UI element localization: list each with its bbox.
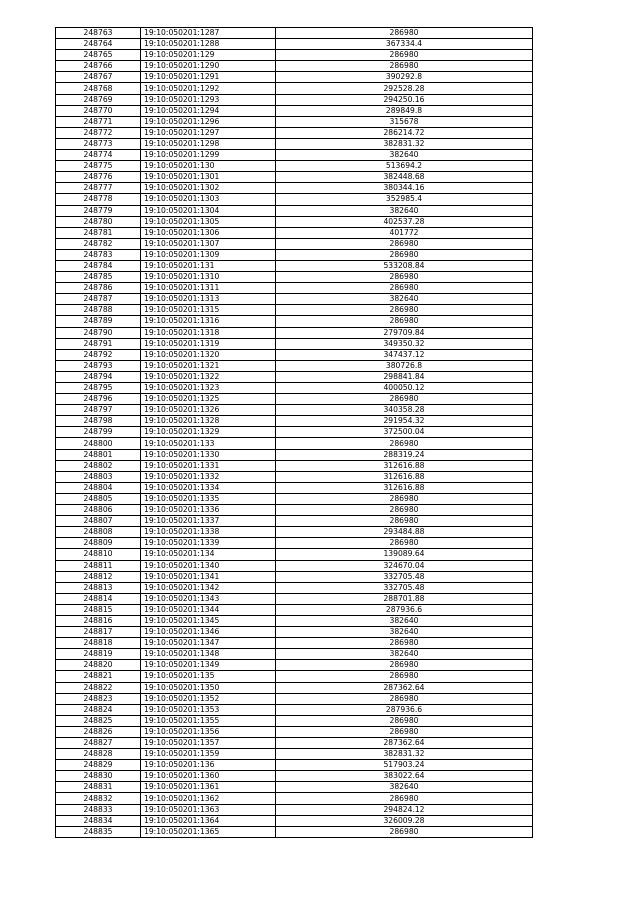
cadastral-number-cell: 19:10:050201:1318: [141, 327, 276, 338]
cadastral-number-cell: 19:10:050201:1304: [141, 205, 276, 216]
row-id-cell: 248820: [56, 660, 141, 671]
row-id-cell: 248805: [56, 493, 141, 504]
value-cell: 286980: [276, 438, 533, 449]
cadastral-number-cell: 19:10:050201:1290: [141, 61, 276, 72]
row-id-cell: 248781: [56, 227, 141, 238]
value-cell: 402537.28: [276, 216, 533, 227]
cadastral-number-cell: 19:10:050201:1306: [141, 227, 276, 238]
cadastral-number-cell: 19:10:050201:1347: [141, 638, 276, 649]
row-id-cell: 248777: [56, 183, 141, 194]
cadastral-number-cell: 19:10:050201:1325: [141, 394, 276, 405]
table-row: [56, 704, 533, 715]
table-row: [56, 682, 533, 693]
row-id-cell: 248819: [56, 649, 141, 660]
row-id-cell: 248785: [56, 272, 141, 283]
table-row: [56, 72, 533, 83]
cadastral-number-cell: 19:10:050201:1345: [141, 615, 276, 626]
table-row: [56, 316, 533, 327]
row-id-cell: 248803: [56, 471, 141, 482]
row-id-cell: 248774: [56, 150, 141, 161]
cadastral-number-cell: 19:10:050201:1342: [141, 582, 276, 593]
cadastral-number-cell: 19:10:050201:1353: [141, 704, 276, 715]
row-id-cell: 248783: [56, 249, 141, 260]
table-row: [56, 427, 533, 438]
table-row: [56, 726, 533, 737]
value-cell: 286980: [276, 238, 533, 249]
value-cell: 293484.88: [276, 527, 533, 538]
cadastral-number-cell: 19:10:050201:1336: [141, 505, 276, 516]
table-row: [56, 749, 533, 760]
table-row: [56, 194, 533, 205]
value-cell: 517903.24: [276, 760, 533, 771]
value-cell: 382448.68: [276, 172, 533, 183]
cadastral-number-cell: 19:10:050201:1338: [141, 527, 276, 538]
cadastral-number-cell: 19:10:050201:1363: [141, 804, 276, 815]
row-id-cell: 248818: [56, 638, 141, 649]
row-id-cell: 248772: [56, 127, 141, 138]
row-id-cell: 248798: [56, 416, 141, 427]
value-cell: 382640: [276, 627, 533, 638]
value-cell: 286980: [276, 272, 533, 283]
row-id-cell: 248827: [56, 738, 141, 749]
table-body: [56, 28, 533, 838]
value-cell: 286980: [276, 538, 533, 549]
value-cell: 286980: [276, 493, 533, 504]
row-id-cell: 248813: [56, 582, 141, 593]
table-row: [56, 28, 533, 39]
cadastral-number-cell: 19:10:050201:1340: [141, 560, 276, 571]
value-cell: 286980: [276, 671, 533, 682]
table-row: [56, 649, 533, 660]
table-row: [56, 39, 533, 50]
cadastral-number-cell: 19:10:050201:1365: [141, 826, 276, 837]
row-id-cell: 248834: [56, 815, 141, 826]
cadastral-number-cell: 19:10:050201:1288: [141, 39, 276, 50]
row-id-cell: 248765: [56, 50, 141, 61]
row-id-cell: 248788: [56, 305, 141, 316]
value-cell: 286980: [276, 715, 533, 726]
row-id-cell: 248786: [56, 283, 141, 294]
value-cell: 279709.84: [276, 327, 533, 338]
cadastral-number-cell: 19:10:050201:1330: [141, 449, 276, 460]
cadastral-number-cell: 19:10:050201:1334: [141, 482, 276, 493]
value-cell: 382831.32: [276, 138, 533, 149]
row-id-cell: 248828: [56, 749, 141, 760]
cadastral-number-cell: 19:10:050201:1309: [141, 249, 276, 260]
cadastral-number-cell: 19:10:050201:136: [141, 760, 276, 771]
cadastral-number-cell: 19:10:050201:1297: [141, 127, 276, 138]
value-cell: 347437.12: [276, 349, 533, 360]
row-id-cell: 248767: [56, 72, 141, 83]
table-row: [56, 405, 533, 416]
cadastral-number-cell: 19:10:050201:1315: [141, 305, 276, 316]
row-id-cell: 248802: [56, 460, 141, 471]
row-id-cell: 248817: [56, 627, 141, 638]
table-row: [56, 804, 533, 815]
table-row: [56, 638, 533, 649]
cadastral-number-cell: 19:10:050201:1343: [141, 593, 276, 604]
cadastral-number-cell: 19:10:050201:134: [141, 549, 276, 560]
row-id-cell: 248809: [56, 538, 141, 549]
table-row: [56, 615, 533, 626]
cadastral-number-cell: 19:10:050201:1321: [141, 360, 276, 371]
value-cell: 286980: [276, 826, 533, 837]
cadastral-number-cell: 19:10:050201:1360: [141, 771, 276, 782]
row-id-cell: 248770: [56, 105, 141, 116]
row-id-cell: 248824: [56, 704, 141, 715]
row-id-cell: 248780: [56, 216, 141, 227]
value-cell: 286980: [276, 316, 533, 327]
row-id-cell: 248807: [56, 516, 141, 527]
table-row: [56, 460, 533, 471]
row-id-cell: 248821: [56, 671, 141, 682]
value-cell: 380344.16: [276, 183, 533, 194]
table-row: [56, 549, 533, 560]
value-cell: 287936.6: [276, 704, 533, 715]
cadastral-number-cell: 19:10:050201:1362: [141, 793, 276, 804]
table-row: [56, 604, 533, 615]
cadastral-number-cell: 19:10:050201:1326: [141, 405, 276, 416]
table-row: [56, 627, 533, 638]
cadastral-number-cell: 19:10:050201:135: [141, 671, 276, 682]
row-id-cell: 248797: [56, 405, 141, 416]
value-cell: 400050.12: [276, 383, 533, 394]
row-id-cell: 248810: [56, 549, 141, 560]
value-cell: 294250.16: [276, 94, 533, 105]
cadastral-number-cell: 19:10:050201:1346: [141, 627, 276, 638]
table-row: [56, 127, 533, 138]
value-cell: 352985.4: [276, 194, 533, 205]
value-cell: 292528.28: [276, 83, 533, 94]
table-row: [56, 449, 533, 460]
cadastral-number-cell: 19:10:050201:1355: [141, 715, 276, 726]
value-cell: 286980: [276, 505, 533, 516]
cadastral-number-cell: 19:10:050201:1331: [141, 460, 276, 471]
table-row: [56, 560, 533, 571]
value-cell: 286980: [276, 726, 533, 737]
table-row: [56, 493, 533, 504]
table-row: [56, 205, 533, 216]
value-cell: 382640: [276, 205, 533, 216]
cadastral-number-cell: 19:10:050201:1339: [141, 538, 276, 549]
row-id-cell: 248832: [56, 793, 141, 804]
cadastral-number-cell: 19:10:050201:1344: [141, 604, 276, 615]
table-row: [56, 671, 533, 682]
table-row: [56, 505, 533, 516]
value-cell: 286980: [276, 61, 533, 72]
table-row: [56, 238, 533, 249]
row-id-cell: 248815: [56, 604, 141, 615]
table-row: [56, 305, 533, 316]
row-id-cell: 248784: [56, 260, 141, 271]
value-cell: 312616.88: [276, 460, 533, 471]
value-cell: 340358.28: [276, 405, 533, 416]
cadastral-number-cell: 19:10:050201:131: [141, 260, 276, 271]
table-row: [56, 283, 533, 294]
value-cell: 349350.32: [276, 338, 533, 349]
row-id-cell: 248816: [56, 615, 141, 626]
table-row: [56, 183, 533, 194]
cadastral-number-cell: 19:10:050201:1299: [141, 150, 276, 161]
table-row: [56, 660, 533, 671]
cadastral-number-cell: 19:10:050201:1341: [141, 571, 276, 582]
table-row: [56, 116, 533, 127]
cadastral-number-cell: 19:10:050201:1316: [141, 316, 276, 327]
row-id-cell: 248793: [56, 360, 141, 371]
value-cell: 324670.04: [276, 560, 533, 571]
value-cell: 533208.84: [276, 260, 533, 271]
table-row: [56, 172, 533, 183]
cadastral-number-cell: 19:10:050201:133: [141, 438, 276, 449]
cadastral-number-cell: 19:10:050201:1337: [141, 516, 276, 527]
table-row: [56, 161, 533, 172]
value-cell: 382640: [276, 150, 533, 161]
cadastral-number-cell: 19:10:050201:1329: [141, 427, 276, 438]
cadastral-number-cell: 19:10:050201:1294: [141, 105, 276, 116]
table-row: [56, 150, 533, 161]
cadastral-number-cell: 19:10:050201:1364: [141, 815, 276, 826]
cadastral-number-cell: 19:10:050201:1291: [141, 72, 276, 83]
cadastral-number-cell: 19:10:050201:1307: [141, 238, 276, 249]
row-id-cell: 248782: [56, 238, 141, 249]
row-id-cell: 248826: [56, 726, 141, 737]
value-cell: 372500.04: [276, 427, 533, 438]
value-cell: 286980: [276, 283, 533, 294]
cadastral-number-cell: 19:10:050201:1311: [141, 283, 276, 294]
row-id-cell: 248773: [56, 138, 141, 149]
row-id-cell: 248825: [56, 715, 141, 726]
table-row: [56, 272, 533, 283]
table-row: [56, 527, 533, 538]
value-cell: 382640: [276, 294, 533, 305]
table-row: [56, 582, 533, 593]
table-row: [56, 83, 533, 94]
cadastral-number-cell: 19:10:050201:1292: [141, 83, 276, 94]
row-id-cell: 248804: [56, 482, 141, 493]
row-id-cell: 248789: [56, 316, 141, 327]
table-row: [56, 793, 533, 804]
cadastral-number-cell: 19:10:050201:1298: [141, 138, 276, 149]
cadastral-number-cell: 19:10:050201:1349: [141, 660, 276, 671]
cadastral-number-cell: 19:10:050201:1305: [141, 216, 276, 227]
table-row: [56, 438, 533, 449]
cadastral-number-cell: 19:10:050201:1310: [141, 272, 276, 283]
table-row: [56, 349, 533, 360]
value-cell: 332705.48: [276, 582, 533, 593]
table-row: [56, 294, 533, 305]
cadastral-number-cell: 19:10:050201:1350: [141, 682, 276, 693]
cadastral-number-cell: 19:10:050201:1302: [141, 183, 276, 194]
value-cell: 286980: [276, 516, 533, 527]
table-row: [56, 138, 533, 149]
value-cell: 513694.2: [276, 161, 533, 172]
cadastral-number-cell: 19:10:050201:1323: [141, 383, 276, 394]
value-cell: 332705.48: [276, 571, 533, 582]
value-cell: 401772: [276, 227, 533, 238]
row-id-cell: 248776: [56, 172, 141, 183]
value-cell: 291954.32: [276, 416, 533, 427]
table-row: [56, 394, 533, 405]
row-id-cell: 248779: [56, 205, 141, 216]
table-row: [56, 815, 533, 826]
value-cell: 287362.64: [276, 738, 533, 749]
table-row: [56, 771, 533, 782]
table-row: [56, 371, 533, 382]
cadastral-number-cell: 19:10:050201:1320: [141, 349, 276, 360]
value-cell: 286980: [276, 50, 533, 61]
value-cell: 298841.84: [276, 371, 533, 382]
value-cell: 286980: [276, 693, 533, 704]
table-row: [56, 760, 533, 771]
value-cell: 286980: [276, 793, 533, 804]
row-id-cell: 248811: [56, 560, 141, 571]
value-cell: 286980: [276, 394, 533, 405]
cadastral-number-cell: 19:10:050201:1319: [141, 338, 276, 349]
row-id-cell: 248801: [56, 449, 141, 460]
table-row: [56, 571, 533, 582]
cadastral-number-cell: 19:10:050201:1352: [141, 693, 276, 704]
value-cell: 294824.12: [276, 804, 533, 815]
cadastral-number-cell: 19:10:050201:1303: [141, 194, 276, 205]
row-id-cell: 248800: [56, 438, 141, 449]
value-cell: 315678: [276, 116, 533, 127]
table-row: [56, 50, 533, 61]
cadastral-number-cell: 19:10:050201:1328: [141, 416, 276, 427]
table-row: [56, 516, 533, 527]
value-cell: 286980: [276, 638, 533, 649]
row-id-cell: 248829: [56, 760, 141, 771]
value-cell: 289849.8: [276, 105, 533, 116]
table-row: [56, 94, 533, 105]
cadastral-number-cell: 19:10:050201:1293: [141, 94, 276, 105]
row-id-cell: 248778: [56, 194, 141, 205]
row-id-cell: 248766: [56, 61, 141, 72]
cadastral-number-cell: 19:10:050201:1296: [141, 116, 276, 127]
row-id-cell: 248794: [56, 371, 141, 382]
row-id-cell: 248822: [56, 682, 141, 693]
value-cell: 383022.64: [276, 771, 533, 782]
value-cell: 367334.4: [276, 39, 533, 50]
row-id-cell: 248775: [56, 161, 141, 172]
table-row: [56, 416, 533, 427]
value-cell: 382640: [276, 782, 533, 793]
value-cell: 382640: [276, 615, 533, 626]
table-row: [56, 715, 533, 726]
cadastral-number-cell: 19:10:050201:1322: [141, 371, 276, 382]
row-id-cell: 248823: [56, 693, 141, 704]
table-row: [56, 738, 533, 749]
row-id-cell: 248771: [56, 116, 141, 127]
value-cell: 312616.88: [276, 482, 533, 493]
row-id-cell: 248799: [56, 427, 141, 438]
table-row: [56, 105, 533, 116]
row-id-cell: 248812: [56, 571, 141, 582]
table-row: [56, 227, 533, 238]
row-id-cell: 248791: [56, 338, 141, 349]
value-cell: 326009.28: [276, 815, 533, 826]
row-id-cell: 248835: [56, 826, 141, 837]
cadastral-number-cell: 19:10:050201:130: [141, 161, 276, 172]
row-id-cell: 248796: [56, 394, 141, 405]
cadastral-number-cell: 19:10:050201:1332: [141, 471, 276, 482]
table-row: [56, 61, 533, 72]
cadastral-number-cell: 19:10:050201:1356: [141, 726, 276, 737]
table-row: [56, 782, 533, 793]
cadastral-number-cell: 19:10:050201:1359: [141, 749, 276, 760]
value-cell: 139089.64: [276, 549, 533, 560]
value-cell: 286214.72: [276, 127, 533, 138]
cadastral-number-cell: 19:10:050201:129: [141, 50, 276, 61]
row-id-cell: 248806: [56, 505, 141, 516]
value-cell: 382640: [276, 649, 533, 660]
value-cell: 390292.8: [276, 72, 533, 83]
table-row: [56, 360, 533, 371]
table-row: [56, 482, 533, 493]
cadastral-number-cell: 19:10:050201:1361: [141, 782, 276, 793]
row-id-cell: 248833: [56, 804, 141, 815]
row-id-cell: 248787: [56, 294, 141, 305]
cadastral-number-cell: 19:10:050201:1357: [141, 738, 276, 749]
row-id-cell: 248808: [56, 527, 141, 538]
value-cell: 382831.32: [276, 749, 533, 760]
row-id-cell: 248764: [56, 39, 141, 50]
value-cell: 380726.8: [276, 360, 533, 371]
row-id-cell: 248768: [56, 83, 141, 94]
table-row: [56, 327, 533, 338]
table-row: [56, 249, 533, 260]
cadastral-number-cell: 19:10:050201:1348: [141, 649, 276, 660]
table-row: [56, 383, 533, 394]
value-cell: 287936.6: [276, 604, 533, 615]
value-cell: 288319.24: [276, 449, 533, 460]
table-row: [56, 826, 533, 837]
cadastral-number-cell: 19:10:050201:1335: [141, 493, 276, 504]
cadastral-number-cell: 19:10:050201:1287: [141, 28, 276, 39]
table-row: [56, 216, 533, 227]
cadastral-number-cell: 19:10:050201:1301: [141, 172, 276, 183]
row-id-cell: 248790: [56, 327, 141, 338]
table-row: [56, 693, 533, 704]
table-row: [56, 338, 533, 349]
row-id-cell: 248763: [56, 28, 141, 39]
row-id-cell: 248769: [56, 94, 141, 105]
table-row: [56, 471, 533, 482]
value-cell: 286980: [276, 305, 533, 316]
row-id-cell: 248792: [56, 349, 141, 360]
table-row: [56, 538, 533, 549]
row-id-cell: 248795: [56, 383, 141, 394]
value-cell: 286980: [276, 28, 533, 39]
value-cell: 287362.64: [276, 682, 533, 693]
table-row: [56, 593, 533, 604]
data-table: [55, 27, 533, 838]
value-cell: 288701.88: [276, 593, 533, 604]
table-row: [56, 260, 533, 271]
value-cell: 286980: [276, 249, 533, 260]
cadastral-number-cell: 19:10:050201:1313: [141, 294, 276, 305]
row-id-cell: 248831: [56, 782, 141, 793]
row-id-cell: 248830: [56, 771, 141, 782]
row-id-cell: 248814: [56, 593, 141, 604]
value-cell: 286980: [276, 660, 533, 671]
value-cell: 312616.88: [276, 471, 533, 482]
